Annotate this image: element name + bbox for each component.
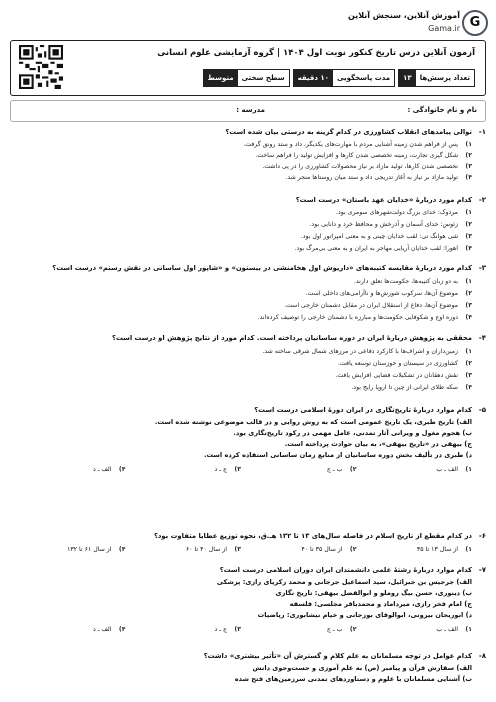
option-3[interactable]: ۳)از سال ۴۰ تا ۶۰ bbox=[185, 546, 241, 553]
logo-tagline: آموزش آنلاین، سنجش آنلاین bbox=[347, 11, 460, 20]
option-2[interactable]: ۲)از سال ۳۵ تا ۴۰ bbox=[301, 546, 357, 553]
option-2[interactable]: ۲)زئوس: خدای آسمان و آذرخش و محافظ خرد و دانایی بود. bbox=[309, 221, 472, 228]
option-4[interactable]: ۴)اهورا: لقب خدایان آریایی مهاجر به ایران و به معنی بی‌مرگ بود. bbox=[294, 245, 472, 252]
statement-a: الف) جرجیس بن جبرائیل، سید اسماعیل جرجانی و محمد زکریای رازی: پزشکی bbox=[216, 578, 472, 586]
option-4[interactable]: ۴)سکه طلای ایرانی از چین تا اروپا رایج بود. bbox=[351, 384, 472, 391]
qr-code-icon[interactable] bbox=[19, 45, 63, 89]
question-number: ۱- bbox=[478, 128, 486, 136]
option-3[interactable]: ۳)ج ـ د bbox=[214, 626, 241, 633]
option-1[interactable]: ۱)الف ـ ب bbox=[436, 466, 472, 473]
statement-c: ج) بیهقی در «تاریخ بیهقی»، به بیان حوادث پرداخته است. bbox=[284, 440, 472, 448]
option-2[interactable]: ۲)ب ـ ج bbox=[326, 626, 357, 633]
question-text: کدام مورد دربارهٔ «خدایان عهد باستان» درست است؟ bbox=[295, 196, 472, 204]
question-8 bbox=[10, 652, 486, 696]
option-3[interactable]: ۳)موضوع آن‌ها، دفاع از استقلال ایران در مقابل دشمنان خارجی است. bbox=[284, 302, 472, 309]
question-number: ۷- bbox=[478, 566, 486, 574]
statement-a: الف) سفارش قرآن و پیامبر (ص) به علم آموزی و جست‌وجوی دانش bbox=[252, 664, 472, 672]
gama-logo-icon: G bbox=[462, 10, 488, 36]
statement-b: ب) آشنایی مسلمانان با علوم و دستاوردهای تمدنی سرزمین‌های فتح شده bbox=[234, 675, 472, 683]
question-7 bbox=[10, 566, 486, 644]
question-number: ۴- bbox=[478, 334, 486, 342]
question-text: در کدام مقطع از تاریخ اسلام در فاصله سال‌های ۱۳ تا ۱۳۲ هـ.ق، نحوه توزیع عطایا متفاوت بود؟ bbox=[153, 532, 472, 540]
question-1 bbox=[10, 128, 486, 186]
option-4[interactable]: ۴)الف ـ د bbox=[92, 466, 126, 473]
statement-a: الف) تاریخ طبری، یک تاریخ عمومی است که به روش روایی و در قالب موضوعی نوشته شده است. bbox=[154, 418, 472, 426]
question-number: ۲- bbox=[478, 196, 486, 204]
question-4 bbox=[10, 334, 486, 396]
option-2[interactable]: ۲)موضوع آن‌ها، سرکوب شورش‌ها و ناآرامی‌های داخلی است. bbox=[305, 290, 472, 297]
question-number: ۵- bbox=[478, 406, 486, 414]
option-1[interactable]: ۱)از سال ۱۳ تا ۳۵ bbox=[416, 546, 472, 553]
answer-options bbox=[10, 546, 472, 553]
statement-d: د) طبری در تألیف بخش دوره ساسانیان از منابع زمان ساسانی استفاده کرده است. bbox=[203, 451, 472, 459]
chip-label: تعداد پرسش‌ها bbox=[416, 70, 474, 86]
chip-duration bbox=[293, 69, 396, 87]
school-label: مدرسه : bbox=[236, 106, 265, 114]
chip-question-count bbox=[398, 69, 475, 87]
option-4[interactable]: ۴)تولید مازاد بر نیاز به آغاز تدریجی داد و ستد میان روستاها منجر شد. bbox=[285, 174, 472, 181]
option-3[interactable]: ۳)تخصصی شدن کارها، تولید مازاد بر نیاز محصولات کشاورزی را در پی داشت. bbox=[262, 163, 472, 170]
chip-value: ۱۰ دقیقه bbox=[294, 70, 333, 86]
name-label: نام و نام خانوادگی : bbox=[407, 106, 477, 114]
chip-label: مدت پاسخگویی bbox=[333, 70, 394, 86]
question-text: کدام موارد دربارهٔ رشتهٔ علمی دانشمندان ایران دوران اسلامی درست است؟ bbox=[219, 566, 472, 574]
question-text: کدام موارد دربارهٔ تاریخ‌نگاری در ایران دورهٔ اسلامی درست است؟ bbox=[254, 406, 472, 414]
logo-site: Gama.ir bbox=[428, 24, 460, 33]
option-2[interactable]: ۲)شکل گیری تجارت، زمینه تخصصی شدن کارها و افزایش تولید را فراهم ساخت. bbox=[255, 152, 472, 159]
question-number: ۸- bbox=[478, 652, 486, 660]
exam-header bbox=[10, 40, 486, 96]
statement-b: ب) دینوری، حسن بیگ روملو و ابوالفضل بیهقی: تاریخ نگاری bbox=[275, 589, 472, 597]
option-1[interactable]: ۱)پس از فراهم شدن زمینه آشنایی مردم با مهارت‌های یکدیگر، داد و ستد رونق گرفت. bbox=[243, 141, 472, 148]
statement-d: د) ابوریحان بیرونی، ابوالوفای بوزجانی و خیام نیشابوری: ریاضیات bbox=[257, 611, 472, 619]
option-3[interactable]: ۳)ج ـ د bbox=[214, 466, 241, 473]
option-1[interactable]: ۱)زمین‌داران و اشراف‌ها با کارکرد دفاعی در مرزهای شمال شرقی ساخته شد. bbox=[262, 348, 472, 355]
chip-value: متوسط bbox=[204, 70, 238, 86]
option-2[interactable]: ۲)ب ـ ج bbox=[326, 466, 357, 473]
gama-logo[interactable] bbox=[338, 8, 488, 42]
chip-difficulty bbox=[203, 69, 290, 87]
option-4[interactable]: ۴)دوره اوج و شکوفایی حکومت‌ها و مبارزه با دشمنان خارجی را توصیف کرده‌اند. bbox=[257, 314, 472, 321]
question-5 bbox=[10, 406, 486, 484]
chip-label: سطح سختی bbox=[238, 70, 289, 86]
exam-info-chips bbox=[203, 69, 475, 87]
option-1[interactable]: ۱)الف ـ ب bbox=[436, 626, 472, 633]
option-1[interactable]: ۱)مردوک: خدای بزرگ دولت‌شهرهای سومری بود. bbox=[336, 209, 472, 216]
option-4[interactable]: ۴)الف ـ د bbox=[92, 626, 126, 633]
question-text: محققی به پژوهش دربارهٔ ایران در دوره ساسانیان پرداخته است. کدام مورد از نتایج پژوهش او درست است؟ bbox=[112, 334, 472, 342]
option-4[interactable]: ۴)از سال ۶۱ تا ۱۳۲ bbox=[67, 546, 126, 553]
question-2 bbox=[10, 196, 486, 256]
exam-title: آزمون آنلاین درس تاریخ کنکور نوبت اول ۱۴۰۴ | گروه آزمایشی علوم انسانی bbox=[157, 48, 475, 58]
question-number: ۳- bbox=[478, 264, 486, 272]
statement-c: ج) امام فخر رازی، میرداماد و محمدباقر مجلسی: فلسفه bbox=[289, 600, 472, 608]
question-text: کدام مورد دربارهٔ مقایسه کتیبه‌های «داریوش اول هخامنشی در بیستون» و «شاپور اول ساسانی در نقش رستم» درست است؟ bbox=[52, 264, 472, 272]
question-3 bbox=[10, 264, 486, 326]
answer-options bbox=[10, 466, 472, 473]
statement-b: ب) هجوم مغول و ویرانی آثار تمدنی، عامل مهمی در رکود تاریخ‌نگاری بود. bbox=[233, 429, 472, 437]
option-1[interactable]: ۱)به دو زبان کتیبه‌ها، حکومت‌ها تعلق دارند. bbox=[353, 278, 472, 285]
option-3[interactable]: ۳)شی هوانگ تی: لقب خدایان چینی و به معنی امپراتور اول بود. bbox=[300, 233, 472, 240]
question-6 bbox=[10, 532, 486, 558]
question-text: توالی پیامدهای انقلاب کشاورزی در کدام گزینه به درستی بیان شده است؟ bbox=[225, 128, 472, 136]
chip-value: ۱۳ bbox=[399, 70, 416, 86]
student-info-bar bbox=[10, 100, 486, 122]
question-text: کدام عوامل در توجه مسلمانان به علم کلام و گسترش آن «تأثیر بیشتری» داشت؟ bbox=[203, 652, 472, 660]
option-2[interactable]: ۲)کشاورزی در سیستان و خوزستان توسعه یافت. bbox=[337, 360, 472, 367]
question-number: ۶- bbox=[478, 532, 486, 540]
answer-options bbox=[10, 626, 472, 633]
option-3[interactable]: ۳)نقش دهقانان در تشکیلات قضایی افزایش یافت. bbox=[335, 372, 472, 379]
